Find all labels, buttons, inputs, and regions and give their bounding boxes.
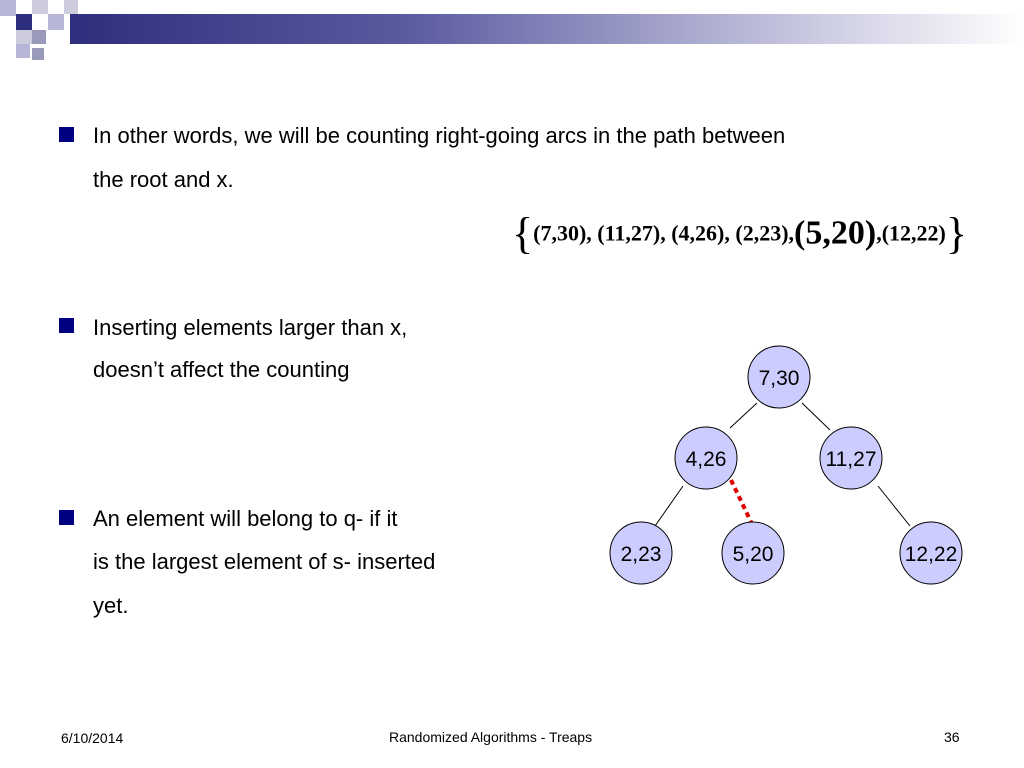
tree-edge [730,403,757,428]
sequence-after: ,(12,22) [876,220,946,246]
tree-node [900,522,962,584]
bullet-text: yet. [93,593,129,618]
svg-text:4,26: 4,26 [685,448,727,471]
tree-node [722,522,784,584]
bullet-text: An element will belong to q- if it [93,506,398,531]
tree-node [610,522,672,584]
footer-title: Randomized Algorithms - Treaps [389,729,593,745]
svg-text:7,30: 7,30 [758,367,800,390]
sequence-before: (7,30), (11,27), (4,26), (2,23), [533,220,795,246]
sequence-highlight: (5,20) [794,214,877,252]
tree-node [820,427,882,489]
bullet-text: the root and x. [93,167,234,192]
highlighted-edge [731,480,752,524]
tree-edge [655,486,683,526]
tree-edge [802,403,830,430]
close-brace: } [945,209,967,258]
bullet-text: doesn’t affect the counting [93,357,350,382]
bullet-text: is the largest element of s- inserted [93,549,436,574]
svg-text:12,22: 12,22 [904,543,958,566]
svg-text:5,20: 5,20 [732,543,774,566]
open-brace: { [512,209,534,258]
bullet-text: In other words, we will be counting right-going arcs in the path between [93,123,786,148]
tree-node [748,346,810,408]
bullet-text: Inserting elements larger than x, [93,315,408,340]
svg-text:11,27: 11,27 [825,448,877,471]
svg-text:2,23: 2,23 [620,543,662,566]
footer-date: 6/10/2014 [61,730,124,746]
tree-node [675,427,737,489]
tree-edge [878,486,910,526]
footer-page-number: 36 [944,729,960,745]
